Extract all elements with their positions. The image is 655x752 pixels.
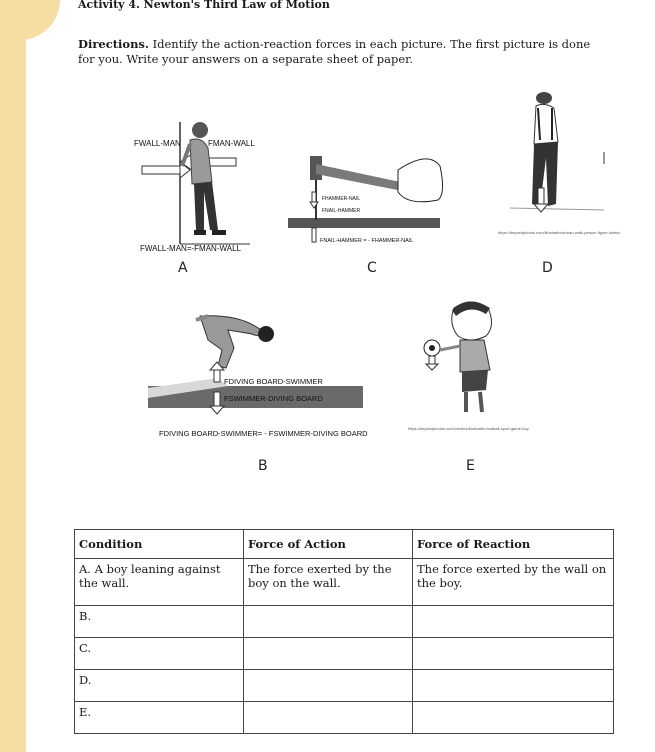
row-c-reaction xyxy=(413,638,614,670)
table-row xyxy=(75,606,614,638)
page-margin-bar xyxy=(0,0,26,752)
table-row xyxy=(75,702,614,734)
label-f-swimmer-board: FSWIMMER-DIVING BOARD xyxy=(224,394,323,403)
figure-c-drawing xyxy=(288,150,448,250)
label-f-hammer-nail: FHAMMER-NAIL xyxy=(322,196,361,202)
row-b-condition: B. xyxy=(75,606,244,638)
table-header-row xyxy=(75,530,614,559)
table-row xyxy=(75,559,614,606)
row-e-reaction xyxy=(413,702,614,734)
row-a-condition: A. A boy leaning against the wall. xyxy=(75,559,244,606)
figure-a-letter: A xyxy=(178,260,188,276)
row-e-action xyxy=(244,702,413,734)
label-f-nail-hammer: FNAIL-HAMMER xyxy=(322,208,361,214)
header-force-reaction: Force of Reaction xyxy=(413,530,614,559)
activity-title: Activity 4. Newton's Third Law of Motion xyxy=(78,0,330,11)
page-margin-curve xyxy=(0,0,60,40)
figure-a-drawing xyxy=(130,112,270,262)
row-d-reaction xyxy=(413,670,614,702)
figure-d xyxy=(500,88,610,238)
credit-d: https://depositphotos.com/illustrations/man-walk-person figure-sketch xyxy=(498,230,621,235)
label-f-wall-man: FWALL-MAN xyxy=(134,139,181,148)
figure-b-letter: B xyxy=(258,458,268,474)
row-e-condition: E. xyxy=(75,702,244,734)
header-condition: Condition xyxy=(75,530,244,559)
figure-a xyxy=(130,112,270,262)
equation-b: FDIVING BOARD-SWIMMER= - FSWIMMER-DIVING BOARD xyxy=(159,429,368,438)
figure-c xyxy=(288,150,448,250)
row-b-reaction xyxy=(413,606,614,638)
figure-d-drawing xyxy=(500,88,610,238)
figure-c-letter: C xyxy=(367,260,377,276)
row-d-condition: D. xyxy=(75,670,244,702)
equation-c: FNAIL-HAMMER = - FHAMMER-NAIL xyxy=(320,238,414,244)
row-b-action xyxy=(244,606,413,638)
directions-paragraph xyxy=(78,37,598,67)
figure-b xyxy=(148,306,368,426)
header-force-action: Force of Action xyxy=(244,530,413,559)
figure-e xyxy=(416,296,526,426)
row-a-reaction: The force exerted by the wall on the boy. xyxy=(413,559,614,606)
row-c-condition: C. xyxy=(75,638,244,670)
table-row xyxy=(75,670,614,702)
figure-d-letter: D xyxy=(542,260,553,276)
figure-b-drawing xyxy=(148,306,368,426)
equation-a: FWALL-MAN=-FMAN-WALL xyxy=(140,244,241,253)
directions-lead: Directions. xyxy=(78,37,149,51)
label-f-man-wall: FMAN-WALL xyxy=(208,139,255,148)
credit-e: https://depositphotos.com/vectors/footballer-football-sport-game-boy xyxy=(408,426,529,431)
directions-text: Identify the action-reaction forces in each picture. The first picture is done for you. Write your answers on a separate sheet of paper. xyxy=(78,37,591,66)
row-d-action xyxy=(244,670,413,702)
figure-e-drawing xyxy=(416,296,526,426)
table-row xyxy=(75,638,614,670)
label-f-board-swimmer: FDIVING BOARD-SWIMMER xyxy=(224,377,323,386)
conditions-table xyxy=(74,529,614,734)
row-c-action xyxy=(244,638,413,670)
row-a-action: The force exerted by the boy on the wall. xyxy=(244,559,413,606)
figure-e-letter: E xyxy=(466,458,475,474)
